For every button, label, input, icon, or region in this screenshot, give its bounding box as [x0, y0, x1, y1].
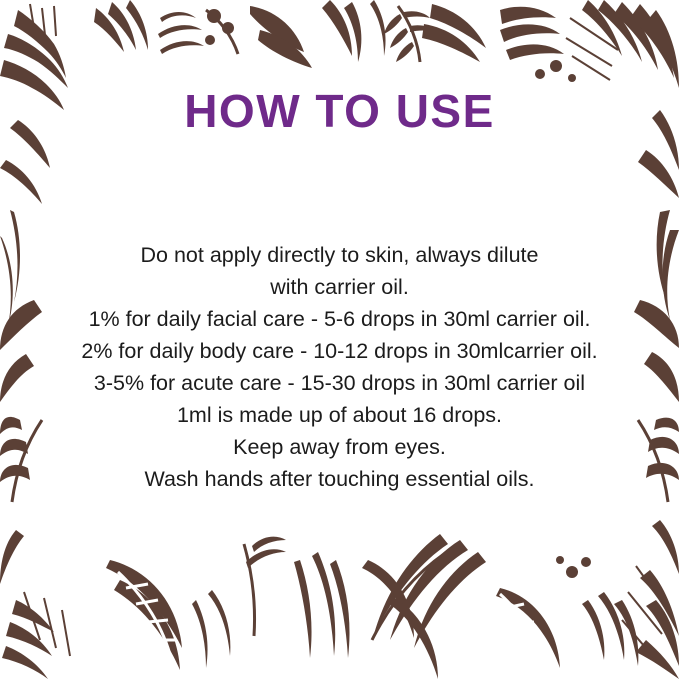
instruction-line: 2% for daily body care - 10-12 drops in 30mlcarrier oil. — [81, 338, 598, 363]
instructions-block — [20, 239, 660, 495]
instruction-line: Do not apply directly to skin, always dilute — [140, 242, 539, 267]
page-title: HOW TO USE — [184, 85, 495, 137]
instruction-line: 1ml is made up of about 16 drops. — [176, 402, 503, 427]
instruction-line: Keep away from eyes. — [233, 434, 446, 459]
instruction-line: Wash hands after touching essential oils. — [144, 466, 535, 491]
instruction-line: with carrier oil. — [270, 274, 409, 299]
instruction-line: 1% for daily facial care - 5-6 drops in 30ml carrier oil. — [88, 306, 591, 331]
instruction-line: 3-5% for acute care - 15-30 drops in 30ml carrier oil — [93, 370, 586, 395]
